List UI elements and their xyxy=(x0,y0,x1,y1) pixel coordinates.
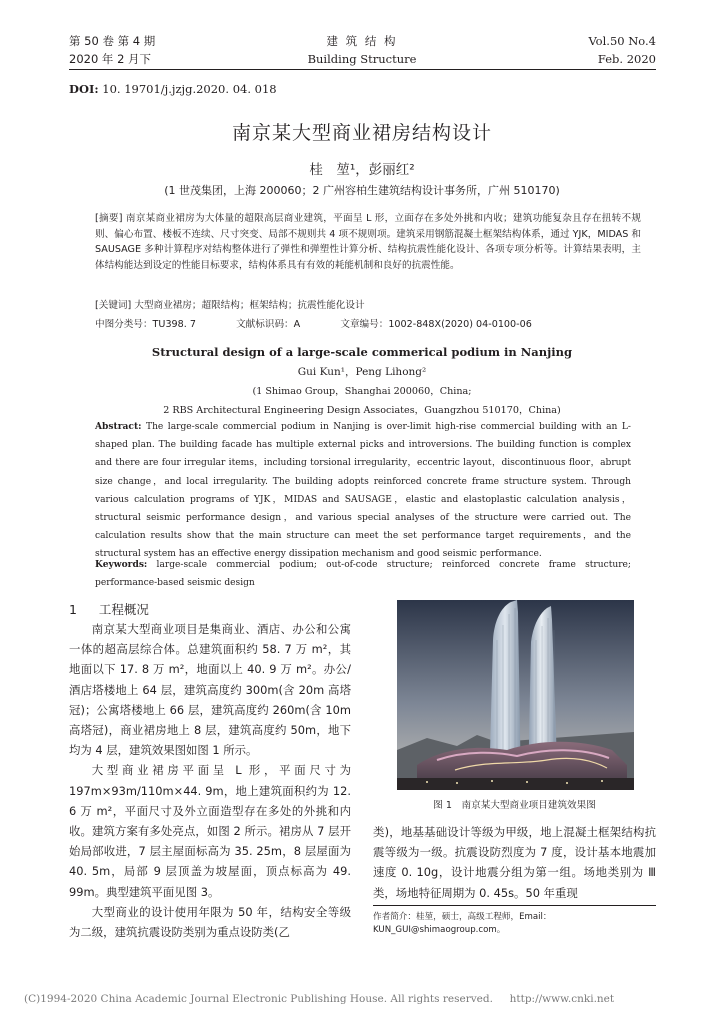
footnote-rule xyxy=(373,905,656,906)
abstract-cn-label: [摘要] xyxy=(95,213,123,224)
affiliation-cn: (1 世茂集团，上海 200060；2 广州容柏生建筑结构设计事务所，广州 510170) xyxy=(164,184,560,197)
figure-1-caption: 图 1 南京某大型商业项目建筑效果图 xyxy=(433,800,596,811)
copyright-text: (C)1994-2020 China Academic Journal Electronic Publishing House. All rights reserved. xyxy=(24,993,493,1005)
abstract-en-text: The large-scale commercial podium in Nanjing is over-limit high-rise commercial building with an L-shaped plan. The building facade has multiple external picks and introversions. The building function is complex and there are four irregular items，including torsional irregularity，eccentric layout，discontinuous floor，abrupt size change，and local irregularity. The building adopts reinforced concrete frame structure system. Through various calculation programs of YJK，MIDAS and SAUSAGE，elastic and elastoplastic calculation analysis，structural seismic performance design，and various special analyses of the structure were carried out. The calculation results show that the main structure can meet the set performance target requirements，and the structural system has an effective energy dissipation mechanism and good seismic performance. xyxy=(95,422,631,560)
keywords-cn-text: 大型商业裙房；超限结构；框架结构；抗震性能化设计 xyxy=(134,300,365,311)
article-number: 文章编号：1002-848X(2020) 04-0100-06 xyxy=(340,319,532,330)
paper-title-cn: 南京某大型商业裙房结构设计 xyxy=(231,122,492,144)
abstract-en-label: Abstract: xyxy=(95,421,142,432)
header-rule xyxy=(69,69,656,70)
affiliation-en-2: 2 RBS Architectural Engineering Design Associates，Guangzhou 510170，China) xyxy=(163,405,561,416)
body-right-column: 类)，地基基础设计等级为甲级，地上混凝土框架结构抗震等级为一级。抗震设防烈度为 7 度，设计基本地震加速度 0. 10g，设计地震分组为第一组。场地类别为 Ⅲ 类，场地特征周期为 0. 45s。50 年重现 xyxy=(373,825,656,900)
doi-line xyxy=(69,82,277,96)
clc-number: 中图分类号：TU398. 7 xyxy=(95,319,196,330)
building-rendering xyxy=(397,600,634,790)
body-paragraph: 大型商业的设计使用年限为 50 年，结构安全等级为二级，建筑抗震设防类别为重点设防类(乙 xyxy=(69,904,351,940)
affiliation-en-1: (1 Shimao Group，Shanghai 200060，China; xyxy=(252,386,472,397)
header-date: 2020 年 2 月下 xyxy=(69,52,152,66)
figure-1-image xyxy=(397,600,634,790)
header-journal-en: Building Structure xyxy=(307,52,417,66)
abstract-cn-text: 南京某商业裙房为大体量的超限高层商业建筑，平面呈 L 形，立面存在多处外挑和内收；建筑功能复杂且存在扭转不规则、偏心布置、楼板不连续、尺寸突变、局部不规则共 4 项不规则项。建筑采用钢筋混凝土框架结构体系，通过 YJK，MIDAS 和 SAUSAGE 多种计算程序对结构整体进行了弹性和弹塑性计算分析、结构抗震性能化设计、各项专项分析等。计算结果表明，主体结构能达到设定的性能目标要求，结构体系具有有效的耗能机制和良好的抗震性能。 xyxy=(95,213,641,271)
doi-label: DOI: xyxy=(69,82,99,96)
cnki-link[interactable]: http://www.cnki.net xyxy=(509,993,615,1005)
header-volume-issue: 第 50 卷 第 4 期 xyxy=(69,34,156,48)
authors-cn: 桂 堃¹，彭丽红² xyxy=(309,162,415,178)
section-title: 工程概况 xyxy=(98,602,149,617)
header-journal-cn: 建 筑 结 构 xyxy=(326,34,398,48)
header-vol-en: Vol.50 No.4 xyxy=(588,34,656,48)
section-number: 1 xyxy=(69,602,77,617)
keywords-en-text: large-scale commercial podium; out-of-code structure; reinforced concrete frame structure; performance-based seismic design xyxy=(95,560,631,589)
abstract-cn xyxy=(95,211,641,273)
author-note: 作者简介：桂堃，硕士，高级工程师，Email：KUN_GUI@shimaogroup.com。 xyxy=(373,912,552,935)
section-heading xyxy=(69,600,149,618)
footer-copyright xyxy=(24,993,614,1005)
header-date-en: Feb. 2020 xyxy=(597,52,656,66)
authors-en: Gui Kun¹，Peng Lihong² xyxy=(297,366,427,378)
body-left-column xyxy=(69,619,351,942)
doi-value[interactable]: 10. 19701/j.jzjg.2020. 04. 018 xyxy=(102,82,277,96)
document-code: 文献标识码：A xyxy=(236,319,301,330)
paper-title-en: Structural design of a large-scale commerical podium in Nanjing xyxy=(151,345,573,359)
keywords-cn xyxy=(95,298,641,314)
keywords-cn-label: [关键词] xyxy=(95,300,132,311)
abstract-en xyxy=(95,418,631,564)
classification-line xyxy=(95,316,532,330)
body-paragraph: 大型商业裙房平面呈 L 形，平面尺寸为 197m×93m/110m×44. 9m，地上建筑面积约为 12. 6 万 m²，平面尺寸及外立面造型存在多处的外挑和内收。建筑方案有多处亮点，如图 2 所示。裙房从 7 层开始局部收进，7 层主屋面标高为 35. 25m，8 层屋面为 40. 5m，局部 9 层顶盖为坡屋面，顶点标高为 49. 99m。典型建筑平面见图 3。 xyxy=(69,763,351,899)
keywords-en xyxy=(95,556,631,592)
body-paragraph: 南京某大型商业项目是集商业、酒店、办公和公寓一体的超高层综合体。总建筑面积约 58. 7 万 m²，其地面以下 17. 8 万 m²，地面以上 40. 9 万 m²。办公/酒店塔楼地上 64 层，建筑高度约 300m(含 20m 高塔冠)；公寓塔楼地上 66 层，建筑高度约 260m(含 10m 高塔冠)，商业裙房地上 8 层，建筑高度约 50m，地下均为 4 层，建筑效果图如图 1 所示。 xyxy=(69,622,351,758)
keywords-en-label: Keywords: xyxy=(95,559,148,570)
